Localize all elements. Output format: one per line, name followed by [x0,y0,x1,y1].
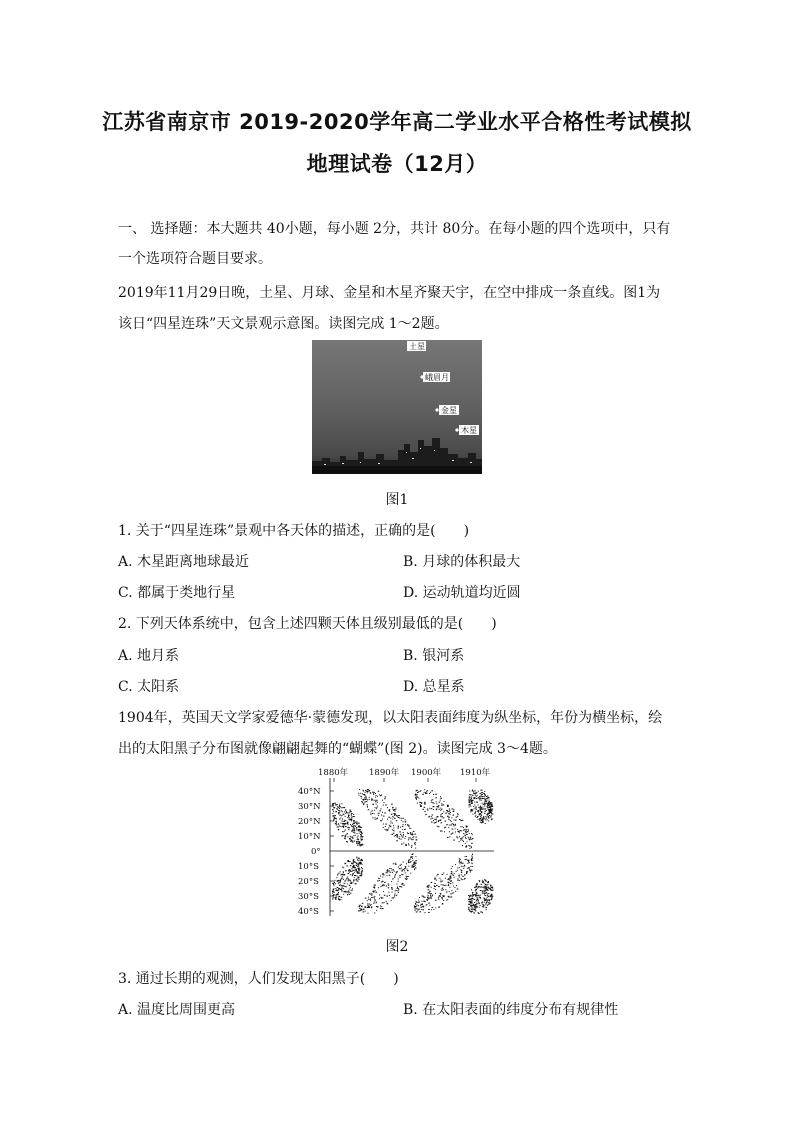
lat-label-40n: 40°N [298,787,321,797]
year-label-1900: 1900年 [411,768,442,778]
lat-label-30n: 30°N [298,802,321,812]
q1-option-b: B. 月球的体积最大 [403,554,521,570]
lat-label-10n: 10°N [298,832,321,842]
lat-label-10s: 10°S [298,862,319,872]
intro2-line2: 出的太阳黑子分布图就像翩翩起舞的“蝴蝶”(图 2)。读图完成 3～4题。 [118,741,557,757]
year-label-1910: 1910年 [460,768,491,778]
lat-label-30s: 30°S [298,892,319,902]
lat-label-20s: 20°S [298,877,319,887]
year-label-1880: 1880年 [318,768,349,778]
lat-label-equator: 0° [311,847,321,857]
figure1-image [312,340,482,474]
figure2-caption: 图2 [385,939,409,955]
q2-option-a: A. 地月系 [118,648,180,664]
label-jupiter: 木星 [461,426,477,435]
intro2-line1: 1904年，英国天文学家爱德华·蒙德发现，以太阳表面纬度为纵坐标，年份为横坐标，绘 [118,710,663,726]
lat-label-40s: 40°S [298,907,319,917]
q3-stem: 3. 通过长期的观测，人们发现太阳黑子( ) [118,971,399,987]
q1-stem: 1. 关于“四星连珠”景观中各天体的描述，正确的是( ) [118,523,470,539]
lat-label-20n: 20°N [298,817,321,827]
q1-option-c: C. 都属于类地行星 [118,585,236,601]
q1-option-a: A. 木星距离地球最近 [118,554,250,570]
section-instructions-line2: 一个选项符合题目要求。 [118,251,272,267]
q3-option-a: A. 温度比周围更高 [118,1002,236,1018]
q3-option-b: B. 在太阳表面的纬度分布有规律性 [403,1002,619,1018]
label-moon: 峨眉月 [425,373,449,382]
jupiter-dot [455,428,458,431]
intro1-line1: 2019年11月29日晚，土星、月球、金星和木星齐聚天宇，在空中排成一条直线。图1为 [118,285,661,301]
q2-stem: 2. 下列天体系统中，包含上述四颗天体且级别最低的是( ) [118,616,497,632]
section-instructions-line1: 一、 选择题：本大题共 40小题，每小题 2分，共计 80分。在每小题的四个选项中，只有 [118,221,671,237]
label-saturn: 土星 [409,342,425,351]
q2-option-b: B. 银河系 [403,648,465,664]
page-title: 江苏省南京市 2019-2020学年高二学业水平合格性考试模拟 [102,110,692,134]
q2-option-c: C. 太阳系 [118,679,180,695]
intro1-line2: 该日“四星连珠”天文景观示意图。读图完成 1～2题。 [118,316,449,332]
q2-option-d: D. 总星系 [403,679,465,695]
year-label-1890: 1890年 [369,768,400,778]
label-venus: 金星 [441,406,457,415]
figure1-caption: 图1 [385,492,409,508]
venus-dot [435,408,438,411]
figure2-butterfly-diagram [296,766,496,918]
page-subtitle: 地理试卷（12月） [306,152,488,176]
q1-option-d: D. 运动轨道均近圆 [403,585,521,601]
